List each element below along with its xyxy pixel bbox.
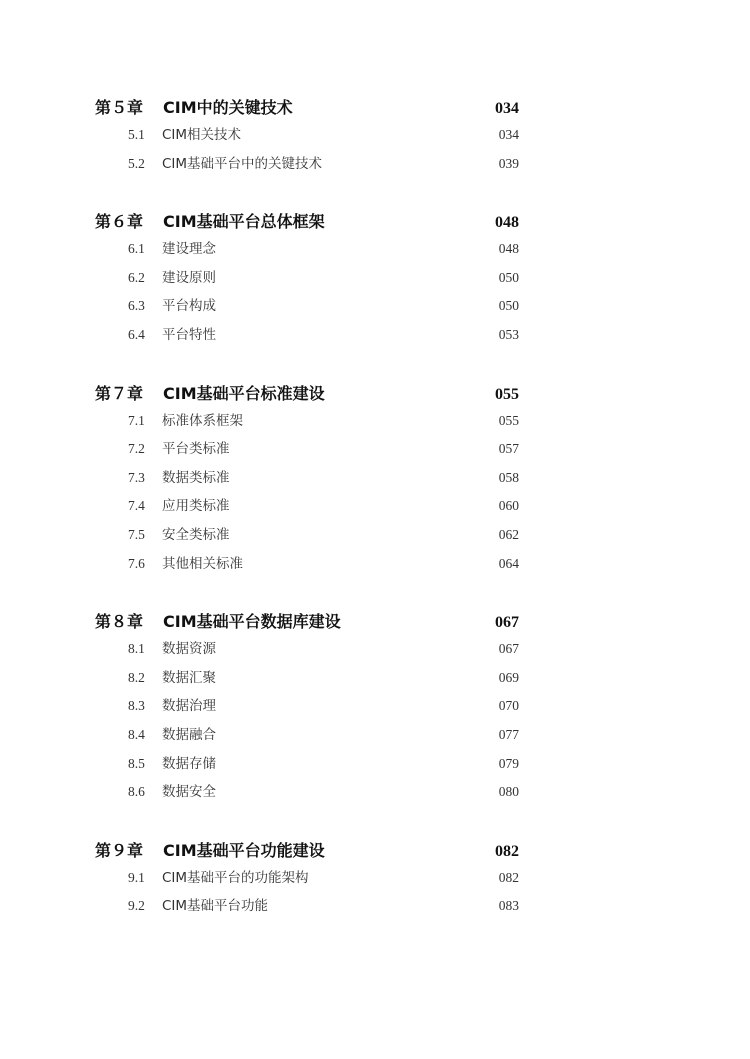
- section-page-number: 055: [498, 412, 519, 428]
- section-number: 6.1: [128, 241, 145, 257]
- section-title: 数据存储: [162, 755, 216, 772]
- section-number: 9.2: [128, 898, 145, 914]
- section-page-number: 060: [498, 498, 519, 514]
- section-entry[interactable]: [95, 464, 519, 493]
- section-page-number: 064: [498, 555, 519, 571]
- chapter-number: 第８章: [95, 612, 144, 632]
- section-title: CIM基础平台的功能架构: [162, 869, 309, 886]
- chapter-heading[interactable]: [95, 837, 519, 864]
- section-title: 安全类标准: [162, 526, 230, 543]
- chapter-6: [95, 208, 519, 349]
- chapter-title: CIM基础平台数据库建设: [163, 612, 341, 632]
- table-of-contents: [95, 94, 519, 951]
- section-page-number: 082: [498, 869, 519, 885]
- section-number: 5.1: [128, 127, 145, 142]
- section-title: 标准体系框架: [162, 412, 243, 429]
- chapter-title: CIM基础平台功能建设: [163, 840, 325, 860]
- section-entry[interactable]: [95, 750, 519, 779]
- section-number: 6.3: [128, 298, 145, 314]
- section-title: 数据类标准: [162, 469, 230, 486]
- section-number: 8.1: [128, 641, 145, 657]
- section-page-number: 048: [498, 241, 519, 257]
- section-page-number: 062: [498, 526, 519, 542]
- section-entry[interactable]: [95, 721, 519, 750]
- section-title: 数据治理: [162, 698, 216, 715]
- section-title: 平台特性: [162, 326, 216, 343]
- section-number: 5.2: [128, 155, 145, 171]
- section-entry[interactable]: [95, 235, 519, 264]
- section-number: 8.3: [128, 698, 145, 714]
- section-page-number: 050: [498, 298, 519, 314]
- section-title: 数据资源: [162, 641, 216, 658]
- section-entry[interactable]: [95, 121, 519, 150]
- chapter-heading[interactable]: [95, 208, 519, 235]
- chapter-9: [95, 837, 519, 921]
- section-title: 数据融合: [162, 726, 216, 743]
- section-entry[interactable]: [95, 321, 519, 350]
- chapter-7: [95, 380, 519, 579]
- section-title: 建设理念: [162, 241, 216, 258]
- section-entry[interactable]: [95, 635, 519, 664]
- section-entry[interactable]: [95, 264, 519, 293]
- section-title: 其他相关标准: [162, 555, 243, 572]
- section-number: 6.2: [128, 269, 145, 285]
- section-page-number: 079: [498, 755, 519, 771]
- chapter-page-number: 067: [495, 614, 519, 632]
- chapter-title: CIM中的关键技术: [163, 98, 293, 117]
- section-entry[interactable]: [95, 664, 519, 693]
- section-page-number: 050: [498, 269, 519, 285]
- chapter-page-number: 048: [495, 214, 519, 232]
- section-page-number: 070: [498, 698, 519, 714]
- section-title: CIM基础平台功能: [162, 898, 269, 915]
- section-entry[interactable]: [95, 864, 519, 893]
- chapter-heading[interactable]: [95, 94, 519, 121]
- section-entry[interactable]: [95, 521, 519, 550]
- chapter-page-number: 034: [495, 100, 519, 117]
- section-entry[interactable]: [95, 692, 519, 721]
- chapter-number: 第６章: [95, 212, 144, 232]
- section-title: 建设原则: [162, 269, 216, 286]
- section-number: 8.4: [128, 726, 145, 742]
- section-entry[interactable]: [95, 292, 519, 321]
- section-page-number: 083: [498, 898, 519, 914]
- section-number: 7.1: [128, 412, 145, 428]
- section-title: 数据安全: [162, 784, 216, 801]
- section-page-number: 067: [498, 641, 519, 657]
- chapter-title: CIM基础平台总体框架: [163, 212, 325, 232]
- section-title: CIM基础平台中的关键技术: [162, 155, 323, 172]
- section-entry[interactable]: [95, 407, 519, 436]
- chapter-heading[interactable]: [95, 380, 519, 407]
- section-entry[interactable]: [95, 778, 519, 807]
- section-page-number: 053: [498, 326, 519, 342]
- section-number: 7.3: [128, 469, 145, 485]
- section-title: CIM相关技术: [162, 127, 242, 143]
- chapter-page-number: 055: [495, 385, 519, 403]
- chapter-page-number: 082: [495, 842, 519, 860]
- section-title: 平台类标准: [162, 441, 230, 458]
- section-number: 7.2: [128, 441, 145, 457]
- section-page-number: 077: [498, 726, 519, 742]
- section-entry[interactable]: [95, 550, 519, 579]
- section-entry[interactable]: [95, 492, 519, 521]
- section-title: 平台构成: [162, 298, 216, 315]
- section-page-number: 039: [498, 155, 519, 171]
- chapter-title: CIM基础平台标准建设: [163, 383, 325, 403]
- section-entry[interactable]: [95, 150, 519, 179]
- chapter-number: 第９章: [95, 840, 144, 860]
- section-page-number: 057: [498, 441, 519, 457]
- section-page-number: 080: [498, 784, 519, 800]
- section-entry[interactable]: [95, 435, 519, 464]
- section-number: 8.6: [128, 784, 145, 800]
- section-number: 9.1: [128, 869, 145, 885]
- section-number: 7.5: [128, 526, 145, 542]
- section-number: 6.4: [128, 326, 145, 342]
- chapter-number: 第５章: [95, 98, 144, 117]
- section-page-number: 058: [498, 469, 519, 485]
- section-title: 应用类标准: [162, 498, 230, 515]
- chapter-8: [95, 608, 519, 807]
- section-entry[interactable]: [95, 892, 519, 921]
- section-number: 7.6: [128, 555, 145, 571]
- section-number: 7.4: [128, 498, 145, 514]
- chapter-number: 第７章: [95, 383, 144, 403]
- section-number: 8.2: [128, 669, 145, 685]
- section-page-number: 034: [498, 127, 519, 142]
- chapter-5: [95, 94, 519, 178]
- section-title: 数据汇聚: [162, 669, 216, 686]
- chapter-heading[interactable]: [95, 608, 519, 635]
- section-number: 8.5: [128, 755, 145, 771]
- section-page-number: 069: [498, 669, 519, 685]
